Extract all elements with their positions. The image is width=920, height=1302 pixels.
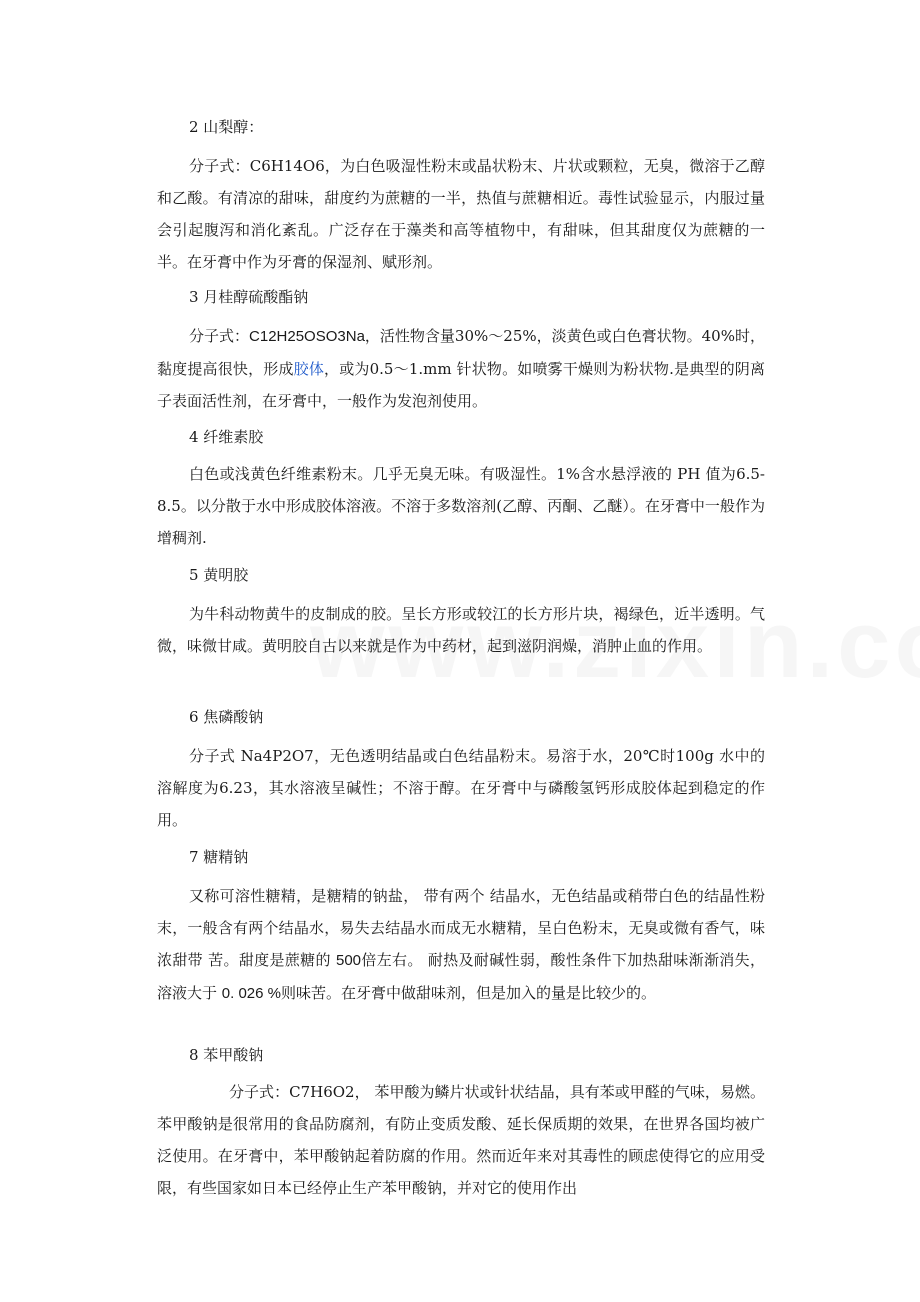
section-body-sodium-pyrophosphate: 分子式 Na4P2O7，无色透明结晶或白色结晶粉末。易溶于水，20℃时100g 水中的溶解度为6.23，其水溶液呈碱性；不溶于醇。在牙膏中与磷酸氢钙形成胶体起到稳定的作用。 [157, 747, 765, 829]
body-text: ，或为0.5～1.mm 针状物。如喷雾干燥则为粉状物.是典型的阴离子表面活性剂，在牙膏中，一般作为发泡剂使用。 [157, 360, 765, 410]
section-heading-cellulose-gum: 4 纤维素胶 [189, 428, 264, 446]
concentration-number: 0. 026 % [221, 985, 281, 1002]
section-body-gelatin: 为牛科动物黄牛的皮制成的胶。呈长方形或较江的长方形片块，褐绿色，近半透明。气微，味微甘咸。黄明胶自古以来就是作为中药材，起到滋阴润燥，消肿止血的作用。 [157, 605, 765, 655]
body-text: ，活性物含量30%～25%，淡黄色或白色膏状物。40%时，黏度提高很快，形成 [157, 327, 765, 378]
section-heading-sodium-lauryl-sulfate: 3 月桂醇硫酸酯钠 [189, 288, 309, 306]
body-text: 则味苦。在牙膏中做甜味剂，但是加入的量是比较少的。 [281, 984, 657, 1002]
section-body-saccharin-sodium [157, 880, 765, 1010]
section-heading-sorbitol: 2 山梨醇： [189, 118, 264, 136]
body-text: 倍左右。 耐热及耐碱性弱，酸性条件下加热甜味渐渐消失，溶液大于 [157, 951, 765, 1002]
body-text: 分子式： [189, 327, 250, 345]
section-heading-saccharin-sodium: 7 糖精钠 [189, 848, 249, 866]
sweetness-number: 500 [335, 952, 362, 969]
colloid-link[interactable]: 胶体 [293, 360, 325, 378]
section-heading-sodium-pyrophosphate: 6 焦磷酸钠 [189, 708, 264, 726]
section-body-cellulose-gum: 白色或浅黄色纤维素粉末。几乎无臭无味。有吸湿性。1%含水悬浮液的 PH 值为6.5-8.5。以分散于水中形成胶体溶液。不溶于多数溶剂(乙醇、丙酮、乙醚）。在牙膏中一般作为增稠剂. [157, 465, 765, 547]
section-heading-sodium-benzoate: 8 苯甲酸钠 [189, 1046, 264, 1064]
section-heading-gelatin: 5 黄明胶 [189, 566, 249, 584]
section-body-sodium-benzoate: 分子式：C7H6O2， 苯甲酸为鳞片状或针状结晶，具有苯或甲醛的气味，易燃。苯甲酸钠是很常用的食品防腐剂，有防止变质发酸、延长保质期的效果，在世界各国均被广泛使用。在牙膏中，苯甲酸钠起着防腐的作用。然而近年来对其毒性的顾虑使得它的应用受限，有些国家如日本已经停止生产苯甲酸钠，并对它的使用作出 [157, 1083, 765, 1197]
section-body-sodium-lauryl-sulfate [157, 320, 765, 417]
section-body-sorbitol: 分子式：C6H14O6，为白色吸湿性粉末或晶状粉末、片状或颗粒，无臭，微溶于乙醇和乙酸。有清凉的甜味，甜度约为蔗糖的一半，热值与蔗糖相近。毒性试验显示，内服过量会引起腹泻和消化紊乱。广泛存在于藻类和高等植物中，有甜味，但其甜度仅为蔗糖的一半。在牙膏中作为牙膏的保湿剂、赋形剂。 [157, 157, 765, 271]
body-text: 又称可溶性糖精，是糖精的钠盐， 带有两个 结晶水，无色结晶或稍带白色的结晶性粉末，一般含有两个结晶水，易失去结晶水而成无水糖精，呈白色粉末，无臭或微有香气，味浓甜带 苦。甜度是蔗糖的 [157, 887, 765, 969]
chemical-formula: C12H25OSO3Na [249, 328, 365, 345]
